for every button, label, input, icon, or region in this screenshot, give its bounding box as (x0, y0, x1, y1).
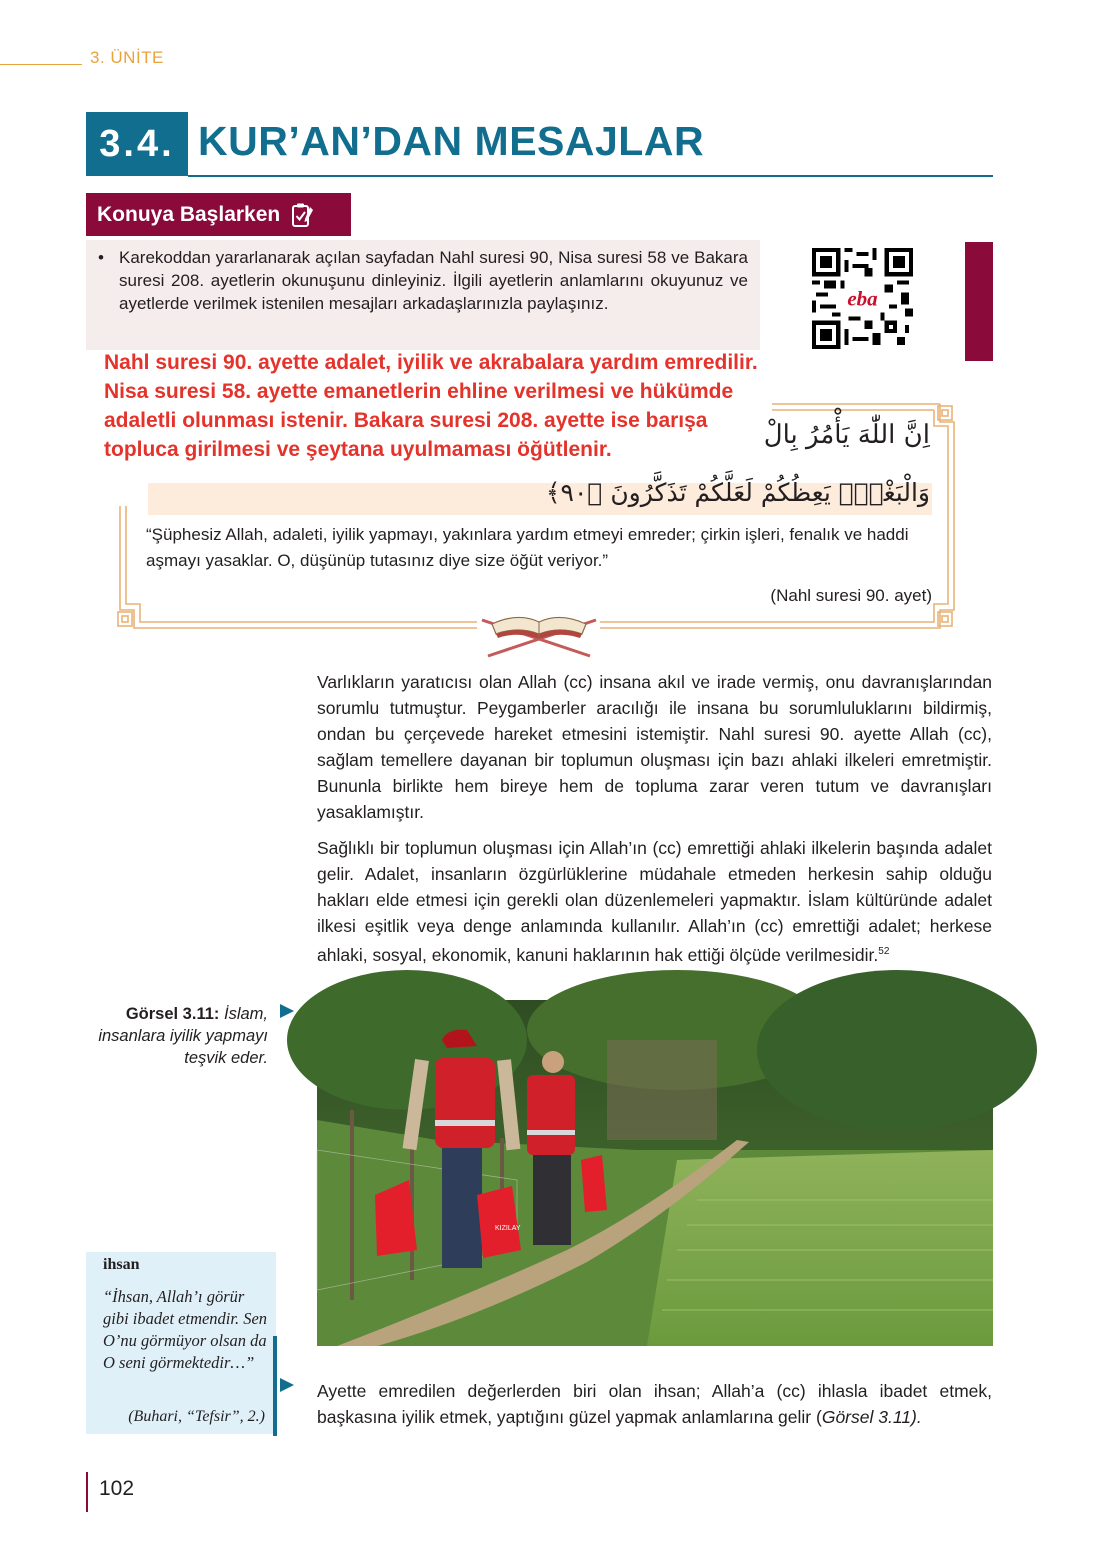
answer-overlay-text: Nahl suresi 90. ayette adalet, iyilik ve akrabalara yardım emredilir. Nisa suresi 58. ayette emanetlerin ehline verilmesi ve hükümde adaletli olunması istenir. Bakara suresi 208. ayette ise barışa topluca girilmesi ve şeytana uyulmaması öğütlenir. (104, 351, 758, 461)
qr-code[interactable] (812, 248, 913, 349)
figure-caption (90, 1003, 268, 1069)
page-number: 102 (99, 1477, 135, 1500)
figure-caption-text: İslam, insanlara iyilik yapmayı teşvik eder. (98, 1005, 268, 1067)
ihsan-quote: “İhsan, Allah’ı görür gibi ibadet etmendir. Sen O’nu görmüyor olsan da O seni görmektedir…” (103, 1287, 268, 1372)
arabic-verse-line-1: اِنَّ اللّٰهَ يَأْمُرُ بِالْ (763, 420, 930, 450)
body-paragraph-2-text: Sağlıklı bir toplumun oluşması için Allah’ın (cc) emrettiği ahlaki ilkelerin başında adalet gelir. Adalet, insanların özgürlüklerine müdahale etmeden herkesin sahip olduğu hakları elde etmesi için gerekli olan düzenlemeleri yapmaktır. İslam kültüründe adalet ilkesi eşitlik veya denge anlamında kullanılır. Allah’ın (cc) emrettiği adalet; herkese ahlaki, sosyal, ekonomik, kanuni haklarının hak ettiği ölçüde verilmesidir. (317, 838, 992, 965)
clipboard-check-icon (290, 202, 314, 228)
unit-label: 3. ÜNİTE (90, 48, 164, 67)
section-title: KUR’AN’DAN MESAJLAR (198, 118, 705, 164)
task-item (98, 246, 748, 315)
side-accent-bar (965, 242, 993, 361)
body-paragraph-3 (317, 1378, 992, 1430)
figure-photo (317, 1000, 993, 1346)
figure-label: Görsel 3.11: (125, 1005, 220, 1023)
figure-reference: Görsel 3.11). (821, 1407, 922, 1427)
ihsan-accent-bar (273, 1336, 277, 1436)
page-number-rule (86, 1472, 88, 1512)
verse-source: (Nahl suresi 90. ayet) (770, 586, 932, 605)
open-quran-icon (478, 608, 600, 666)
arabic-verse-line-2: وَالْبَغْيِۚ يَعِظُكُمْ لَعَلَّكُمْ تَذَكَّرُونَ ﴿٩٠﴾ (545, 478, 930, 507)
unit-rule (0, 64, 82, 65)
body-paragraph-1: Varlıkların yaratıcısı olan Allah (cc) insana akıl ve irade vermiş, onu davranışlarından sorumlu tutmuştur. Peygamberler aracılığı ile insana bu sorumluluklarını bildirmiş, ondan bu çerçevede hareket etmesini istemiştir. Nahl suresi 90. ayette Allah (cc), sağlam temellere dayanan bir toplumun oluşması için bazı ahlaki ilkeleri emretmiştir. Bununla birlikte hem bireye hem de topluma zarar veren tutum ve davranışları yasaklamıştır. (317, 672, 992, 822)
bullet: • (98, 248, 104, 267)
qr-logo: eba (847, 286, 878, 311)
intro-badge (86, 193, 351, 236)
body-paragraph-2 (317, 835, 992, 968)
section-title-rule (188, 175, 993, 177)
intro-badge-label: Konuya Başlarken (97, 202, 281, 226)
footnote-ref: 52 (878, 946, 890, 957)
section-number: 3.4. (86, 112, 188, 176)
verse-meaning: “Şüphesiz Allah, adaleti, iyilik yapmayı, yakınlara yardım etmeyi emreder; çirkin işleri, fenalık ve haddi aşmayı yasaklar. O, düşünüp tutasınız diye size öğüt veriyor.” (146, 525, 909, 570)
task-text: Karekoddan yararlanarak açılan sayfadan Nahl suresi 90, Nisa suresi 58 ve Bakara suresi 208. ayetlerin okunuşunu dinleyiniz. İlgili ayetlerin anlamlarını okuyunuz ve ayetlerde verilmek istenilen mesajları arkadaşlarınızla paylaşınız. (119, 248, 748, 313)
caption-arrow-icon (279, 1003, 295, 1019)
ihsan-title: ihsan (103, 1256, 140, 1273)
body-paragraph-3-text: Ayette emredilen değerlerden biri olan ihsan; Allah’a (cc) ihlasla ibadet etmek, başkasına iyilik etmek, yaptığını güzel yapmak anlamlarına gelir ( (317, 1381, 992, 1427)
ihsan-source: (Buhari, “Tefsir”, 2.) (128, 1408, 265, 1425)
vest-text: KIZILAY (495, 1225, 521, 1232)
ihsan-arrow-icon (279, 1377, 295, 1393)
